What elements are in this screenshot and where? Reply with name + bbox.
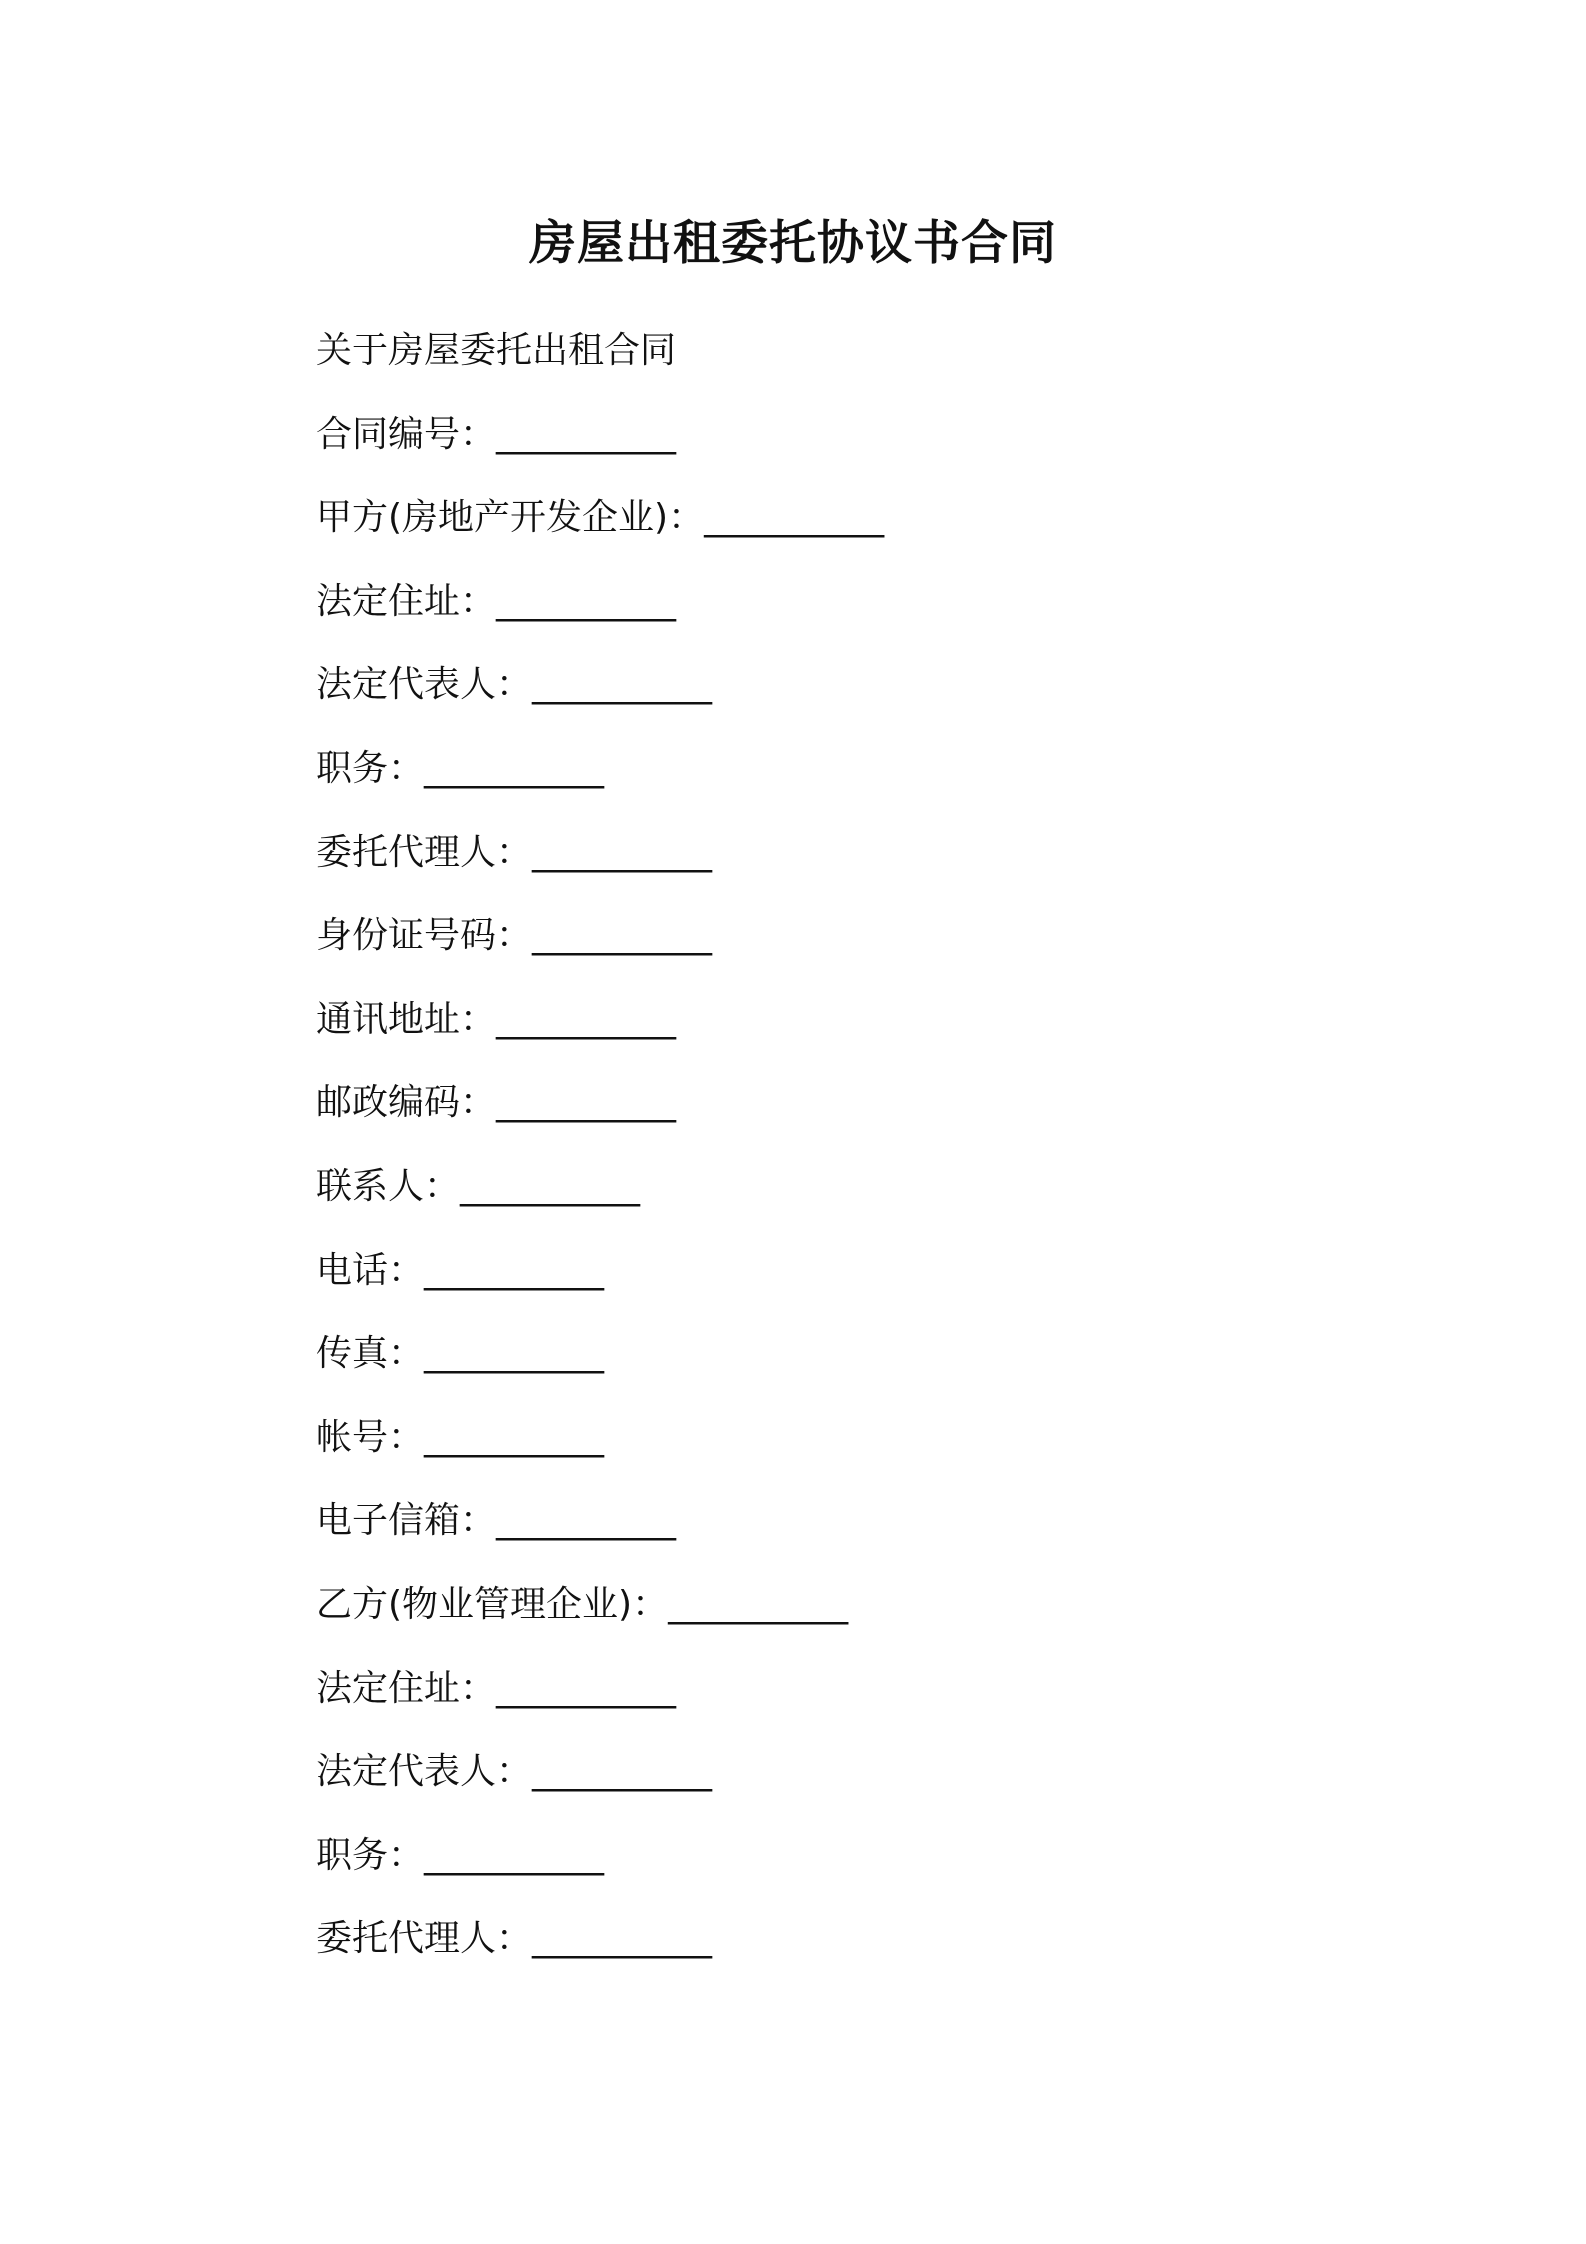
party-b-legal-representative-field: 法定代表人：__________ [316,1751,713,1793]
party-a-account-field: 帐号：__________ [316,1416,605,1458]
party-a-phone-field: 电话：__________ [316,1249,605,1291]
party-a-contact-field: 联系人：__________ [316,1165,641,1207]
party-a-mailing-address-field: 通讯地址：__________ [316,998,677,1040]
document-body [316,326,1416,1998]
party-b-position-field: 职务：__________ [316,1834,605,1876]
party-a-legal-address-field: 法定住址：__________ [316,580,677,622]
party-a-position-field: 职务：__________ [316,747,605,789]
party-a-id-number-field: 身份证号码：__________ [316,915,713,957]
party-a-fax-field: 传真：__________ [316,1333,605,1375]
intro-line: 关于房屋委托出租合同 [316,330,677,371]
party-b-field: 乙方(物业管理企业)：__________ [316,1583,849,1625]
contract-number-field: 合同编号：__________ [316,413,677,455]
party-b-legal-address-field: 法定住址：__________ [316,1667,677,1709]
document-title: 房屋出租委托协议书合同 [529,216,1057,271]
party-a-postal-code-field: 邮政编码：__________ [316,1082,677,1124]
party-a-legal-representative-field: 法定代表人：__________ [316,664,713,706]
party-a-field: 甲方(房地产开发企业)：__________ [316,497,885,539]
party-a-agent-field: 委托代理人：__________ [316,831,713,873]
party-a-email-field: 电子信箱：__________ [316,1500,677,1542]
party-b-agent-field: 委托代理人：__________ [316,1918,713,1960]
